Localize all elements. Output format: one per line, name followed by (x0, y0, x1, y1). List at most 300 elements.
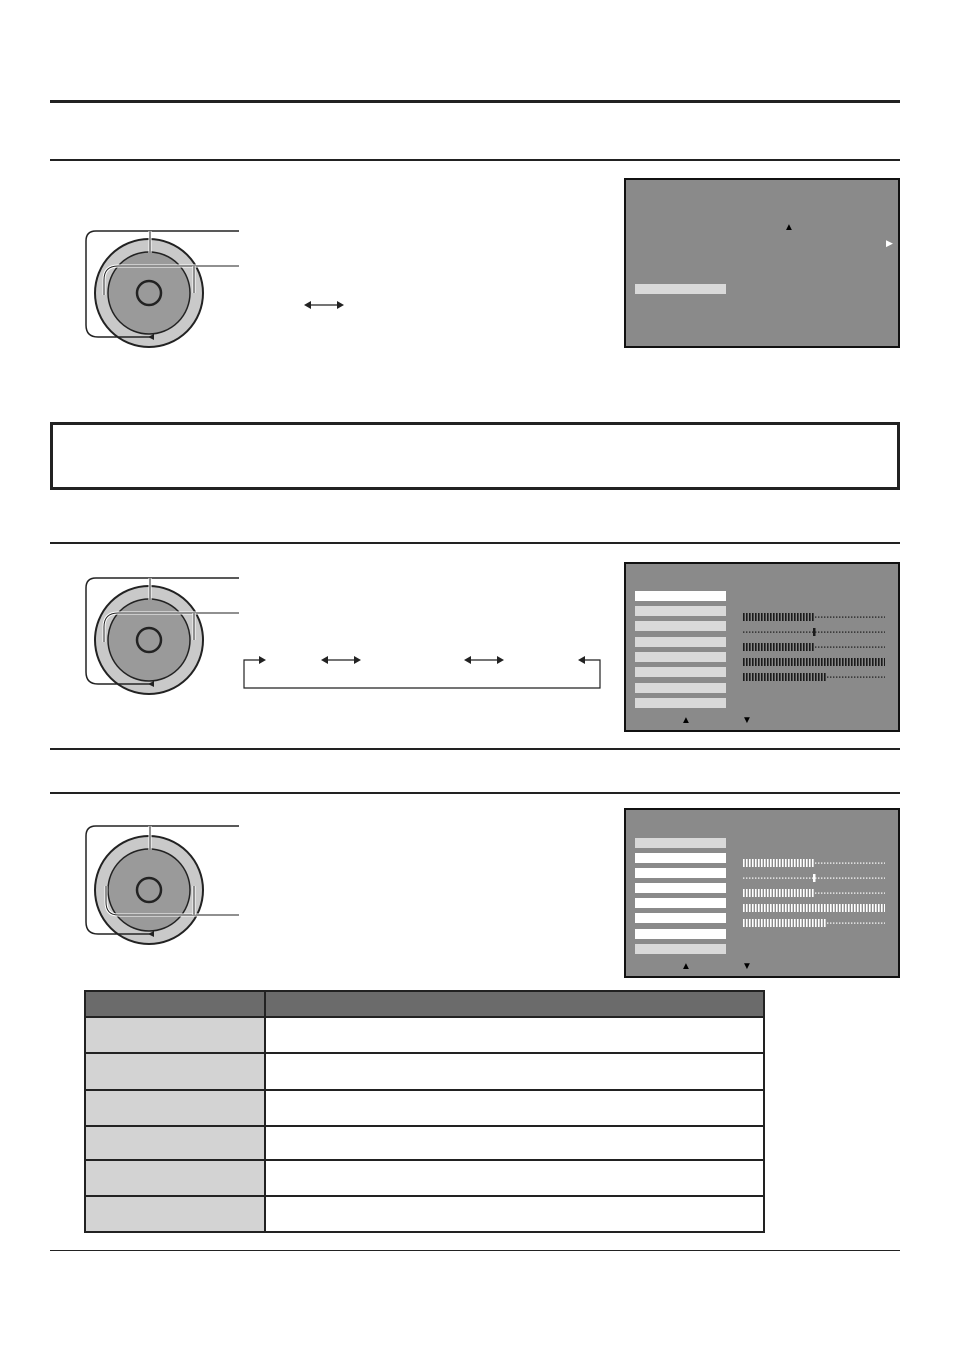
slider-tick (776, 643, 778, 651)
slider-tick (797, 919, 799, 927)
menu-item-selected (635, 591, 726, 601)
slider-tick (869, 893, 870, 894)
slider-tick (767, 878, 768, 879)
slider-tick (842, 893, 843, 894)
slider-tick (752, 878, 753, 879)
slider-tick (815, 863, 816, 864)
up-triangle-icon: ▲ (681, 961, 691, 972)
slider-tick (872, 904, 874, 912)
slider-tick (860, 632, 861, 633)
slider-tick (776, 889, 778, 897)
slider-tick (788, 658, 790, 666)
slider-tick (833, 658, 835, 666)
slider-tick (806, 889, 808, 897)
slider-tick (863, 878, 864, 879)
slider-tick (776, 878, 777, 879)
slider-tick (749, 904, 751, 912)
slider-tick (806, 673, 808, 681)
slider-tick (818, 673, 820, 681)
double-headed-arrow-icon (302, 298, 346, 312)
slider-tick (854, 904, 856, 912)
slider-tick (806, 643, 808, 651)
slider-tick (869, 617, 870, 618)
slider-tick (785, 613, 787, 621)
slider-tick (836, 647, 837, 648)
slider-tick (743, 632, 744, 633)
slider-tick (818, 878, 819, 879)
remote-control-dial-icon (82, 572, 252, 697)
slider-tick (800, 904, 802, 912)
slider-tick (797, 904, 799, 912)
slider-tick (794, 613, 796, 621)
slider-tick (875, 923, 876, 924)
slider-tick (743, 904, 745, 912)
slider-tick (797, 859, 799, 867)
slider-tick (782, 632, 783, 633)
slider-tick (830, 658, 832, 666)
slider-tick (848, 658, 850, 666)
slider-tick (827, 923, 828, 924)
slider-tick (830, 923, 831, 924)
slider-tick (869, 878, 870, 879)
section-1-rule (50, 159, 900, 161)
slider-tick (773, 859, 775, 867)
menu-item (635, 853, 726, 863)
slider-tick (803, 613, 805, 621)
slider-tick (800, 613, 802, 621)
slider-tick (803, 673, 805, 681)
slider-tick (788, 859, 790, 867)
slider-tick (842, 878, 843, 879)
slider-tick (878, 863, 879, 864)
slider-tick (836, 904, 838, 912)
slider-tick (851, 677, 852, 678)
slider-tick (881, 658, 883, 666)
slider-tick (743, 673, 745, 681)
slider-tick (824, 617, 825, 618)
slider-tick (842, 923, 843, 924)
slider-tick (779, 889, 781, 897)
slider-tick (785, 904, 787, 912)
slider-tick (794, 658, 796, 666)
slider-tick (830, 878, 831, 879)
slider-tick (755, 919, 757, 927)
slider-tick (857, 863, 858, 864)
slider-tick (797, 889, 799, 897)
slider-tick (884, 677, 885, 678)
table-label-cell (85, 1160, 265, 1196)
menu-item (635, 637, 726, 647)
slider-tick (794, 632, 795, 633)
slider-tick (833, 677, 834, 678)
slider-tick (749, 632, 750, 633)
slider-tick (758, 878, 759, 879)
menu-item (635, 838, 726, 848)
slider-tick (884, 632, 885, 633)
table-row (85, 1053, 764, 1090)
slider-tick (797, 643, 799, 651)
slider-tick (755, 632, 756, 633)
slider-tick (746, 878, 747, 879)
slider-tick (845, 677, 846, 678)
slider-tick (755, 878, 756, 879)
slider-tick (827, 878, 828, 879)
slider-tick (863, 632, 864, 633)
menu-item (635, 868, 726, 878)
slider-tick (809, 904, 811, 912)
slider-tick (779, 673, 781, 681)
slider-tick (821, 863, 822, 864)
slider-tick (767, 658, 769, 666)
slider-tick (812, 658, 814, 666)
slider-tick (827, 904, 829, 912)
slider-tick (776, 904, 778, 912)
table-description-cell (265, 1160, 764, 1196)
slider-tick (854, 647, 855, 648)
slider-tick (773, 919, 775, 927)
slider-tick (779, 878, 780, 879)
slider-tick (752, 673, 754, 681)
slider-tick (863, 677, 864, 678)
slider-tick (833, 904, 835, 912)
slider-tick (848, 878, 849, 879)
slider-tick (827, 863, 828, 864)
slider-tick (797, 613, 799, 621)
slider-tick (749, 673, 751, 681)
slider-tick (806, 632, 807, 633)
slider-tick (863, 617, 864, 618)
slider-tick (794, 878, 795, 879)
slider-tick (809, 613, 811, 621)
slider-tick (806, 613, 808, 621)
slider-tick (791, 919, 793, 927)
table-label-cell (85, 1053, 265, 1090)
menu-item (635, 606, 726, 616)
slider-tick (785, 878, 786, 879)
slider-tick (776, 613, 778, 621)
slider-tick (776, 919, 778, 927)
slider-tick (767, 889, 769, 897)
slider-tick (815, 617, 816, 618)
slider-tick (812, 643, 814, 651)
slider-track (743, 899, 885, 907)
slider-tick (866, 617, 867, 618)
slider-tick (779, 859, 781, 867)
slider-tick (800, 632, 801, 633)
slider-tick (788, 889, 790, 897)
slider-tick (872, 677, 873, 678)
slider-tick (752, 919, 754, 927)
slider-tick (815, 658, 817, 666)
slider-tick (812, 889, 814, 897)
slider-tick (881, 647, 882, 648)
slider-tick (884, 647, 885, 648)
slider-tick (743, 919, 745, 927)
slider-tick (743, 643, 745, 651)
slider-tick (818, 904, 820, 912)
table-label-cell (85, 1196, 265, 1232)
slider-tick (755, 889, 757, 897)
slider-tick (794, 643, 796, 651)
slider-tick (776, 658, 778, 666)
slider-tick (764, 632, 765, 633)
slider-tick (770, 919, 772, 927)
slider-tick (800, 878, 801, 879)
slider-tick (857, 617, 858, 618)
slider-tick (845, 893, 846, 894)
slider-tick (851, 904, 853, 912)
slider-tick (872, 863, 873, 864)
slider-tick (866, 923, 867, 924)
down-triangle-icon: ▼ (742, 961, 752, 972)
slider-tick (884, 617, 885, 618)
slider-tick (866, 878, 867, 879)
slider-track (743, 608, 885, 616)
slider-tick (764, 643, 766, 651)
slider-tick (782, 673, 784, 681)
slider-tick (749, 919, 751, 927)
remote-control-dial-icon (82, 225, 252, 350)
table-row (85, 1017, 764, 1053)
slider-tick (884, 904, 885, 912)
slider-tick (848, 904, 850, 912)
slider-tick (746, 658, 748, 666)
slider-tick (854, 923, 855, 924)
table-row (85, 1196, 764, 1232)
slider-tick (875, 904, 877, 912)
slider-tick (872, 632, 873, 633)
slider-tick (749, 859, 751, 867)
slider-tick (821, 893, 822, 894)
slider-tick (824, 647, 825, 648)
slider-tick (866, 647, 867, 648)
slider-tick (881, 677, 882, 678)
slider-tick (788, 919, 790, 927)
slider-tick (794, 889, 796, 897)
slider-tick (851, 863, 852, 864)
slider-tick (857, 904, 859, 912)
menu-item (635, 683, 726, 693)
slider-tick (809, 878, 810, 879)
slider-tick (770, 643, 772, 651)
slider-tick (770, 889, 772, 897)
slider-tick (848, 923, 849, 924)
slider-tick (860, 617, 861, 618)
slider-tick (752, 904, 754, 912)
right-triangle-icon: ▶ (886, 238, 893, 248)
menu-item (635, 929, 726, 939)
slider-tick (770, 859, 772, 867)
slider-tick (818, 919, 820, 927)
slider-tick (821, 647, 822, 648)
slider-tick (788, 878, 789, 879)
slider-tick (743, 859, 745, 867)
slider-tick (815, 647, 816, 648)
slider-tick (878, 923, 879, 924)
slider-tick (845, 904, 847, 912)
slider-tick (764, 658, 766, 666)
slider-tick (839, 923, 840, 924)
slider-tick (821, 878, 822, 879)
slider-tick (836, 617, 837, 618)
slider-tick (884, 878, 885, 879)
slider-tick (755, 643, 757, 651)
slider-tick (830, 647, 831, 648)
slider-tick (746, 632, 747, 633)
slider-tick (773, 889, 775, 897)
slider-tick (803, 919, 805, 927)
slider-track (743, 914, 885, 922)
slider-tick (746, 673, 748, 681)
slider-tick (842, 647, 843, 648)
slider-tick (830, 863, 831, 864)
slider-tick (857, 658, 859, 666)
slider-tick (764, 878, 765, 879)
slider-tick (806, 904, 808, 912)
slider-tick (836, 658, 838, 666)
slider-tick (860, 923, 861, 924)
slider-tick (743, 878, 744, 879)
slider-tick (869, 647, 870, 648)
menu-item (635, 898, 726, 908)
slider-tick (815, 919, 817, 927)
slider-tick (836, 863, 837, 864)
slider-tick (884, 893, 885, 894)
slider-tick (764, 919, 766, 927)
osd-screen-2 (624, 562, 900, 732)
slider-tick (848, 647, 849, 648)
slider-tick (878, 658, 880, 666)
slider-tick (866, 863, 867, 864)
slider-tick (833, 617, 834, 618)
slider-track (743, 623, 885, 631)
slider-tick (755, 658, 757, 666)
slider-tick (791, 658, 793, 666)
slider-tick (785, 673, 787, 681)
slider-tick (875, 893, 876, 894)
slider-tick (800, 658, 802, 666)
slider-tick (743, 658, 745, 666)
slider-tick (773, 658, 775, 666)
slider-tick (827, 677, 828, 678)
slider-tick (863, 893, 864, 894)
slider-tick (767, 859, 769, 867)
slider-tick (842, 677, 843, 678)
slider-tick (755, 904, 757, 912)
slider-tick (794, 859, 796, 867)
slider-tick (848, 863, 849, 864)
slider-tick (758, 658, 760, 666)
slider-tick (812, 919, 814, 927)
slider-tick (767, 919, 769, 927)
slider-tick (845, 878, 846, 879)
slider-tick (767, 904, 769, 912)
slider-tick (839, 863, 840, 864)
slider-tick (785, 658, 787, 666)
slider-tick (860, 658, 862, 666)
slider-tick (869, 904, 871, 912)
slider-tick (791, 632, 792, 633)
slider-tick (818, 658, 820, 666)
slider-tick (860, 893, 861, 894)
slider-tick (827, 647, 828, 648)
slider-tick (803, 889, 805, 897)
slider-tick (839, 658, 841, 666)
slider-tick (767, 613, 769, 621)
table-header-row (85, 991, 764, 1017)
slider-tick (845, 863, 846, 864)
slider-tick (851, 647, 852, 648)
slider-tick (785, 919, 787, 927)
slider-tick (806, 878, 807, 879)
slider-tick (761, 859, 763, 867)
slider-tick (806, 859, 808, 867)
slider-tick (758, 889, 760, 897)
slider-tick (764, 889, 766, 897)
slider-tick (812, 673, 814, 681)
slider-tick (878, 632, 879, 633)
slider-tick (785, 889, 787, 897)
slider-tick (782, 658, 784, 666)
slider-tick (818, 617, 819, 618)
menu-item (635, 944, 726, 954)
slider-tick (836, 923, 837, 924)
slider-tick (869, 677, 870, 678)
slider-tick (803, 632, 804, 633)
slider-tick (854, 617, 855, 618)
slider-tick (854, 677, 855, 678)
slider-tick (761, 673, 763, 681)
slider-tick (752, 889, 754, 897)
slider-tick (833, 923, 834, 924)
slider-tick (764, 859, 766, 867)
top-rule (50, 100, 900, 103)
slider-tick (875, 647, 876, 648)
slider-tick (836, 632, 837, 633)
slider-tick (863, 658, 865, 666)
slider-tick (761, 613, 763, 621)
slider-tick (872, 878, 873, 879)
slider-tick (866, 677, 867, 678)
slider-tick (839, 647, 840, 648)
slider-tick (830, 617, 831, 618)
up-triangle-icon: ▲ (784, 222, 794, 233)
slider-tick (749, 889, 751, 897)
slider-tick (791, 904, 793, 912)
slider-tick (857, 893, 858, 894)
slider-tick (818, 647, 819, 648)
slider-tick (869, 632, 870, 633)
slider-tick (773, 613, 775, 621)
slider-tick (857, 923, 858, 924)
slider-tick (824, 632, 825, 633)
slider-tick (839, 632, 840, 633)
slider-tick (845, 658, 847, 666)
slider-tick (857, 677, 858, 678)
settings-table (84, 990, 765, 1233)
slider-tick (758, 613, 760, 621)
slider-track (743, 854, 885, 862)
slider-tick (863, 923, 864, 924)
slider-tick (869, 863, 870, 864)
osd-screen-3 (624, 808, 900, 978)
slider-track (743, 653, 885, 661)
slider-tick (833, 878, 834, 879)
slider-tick (821, 658, 823, 666)
table-description-cell (265, 1196, 764, 1232)
slider-tick (854, 632, 855, 633)
slider-tick (875, 677, 876, 678)
